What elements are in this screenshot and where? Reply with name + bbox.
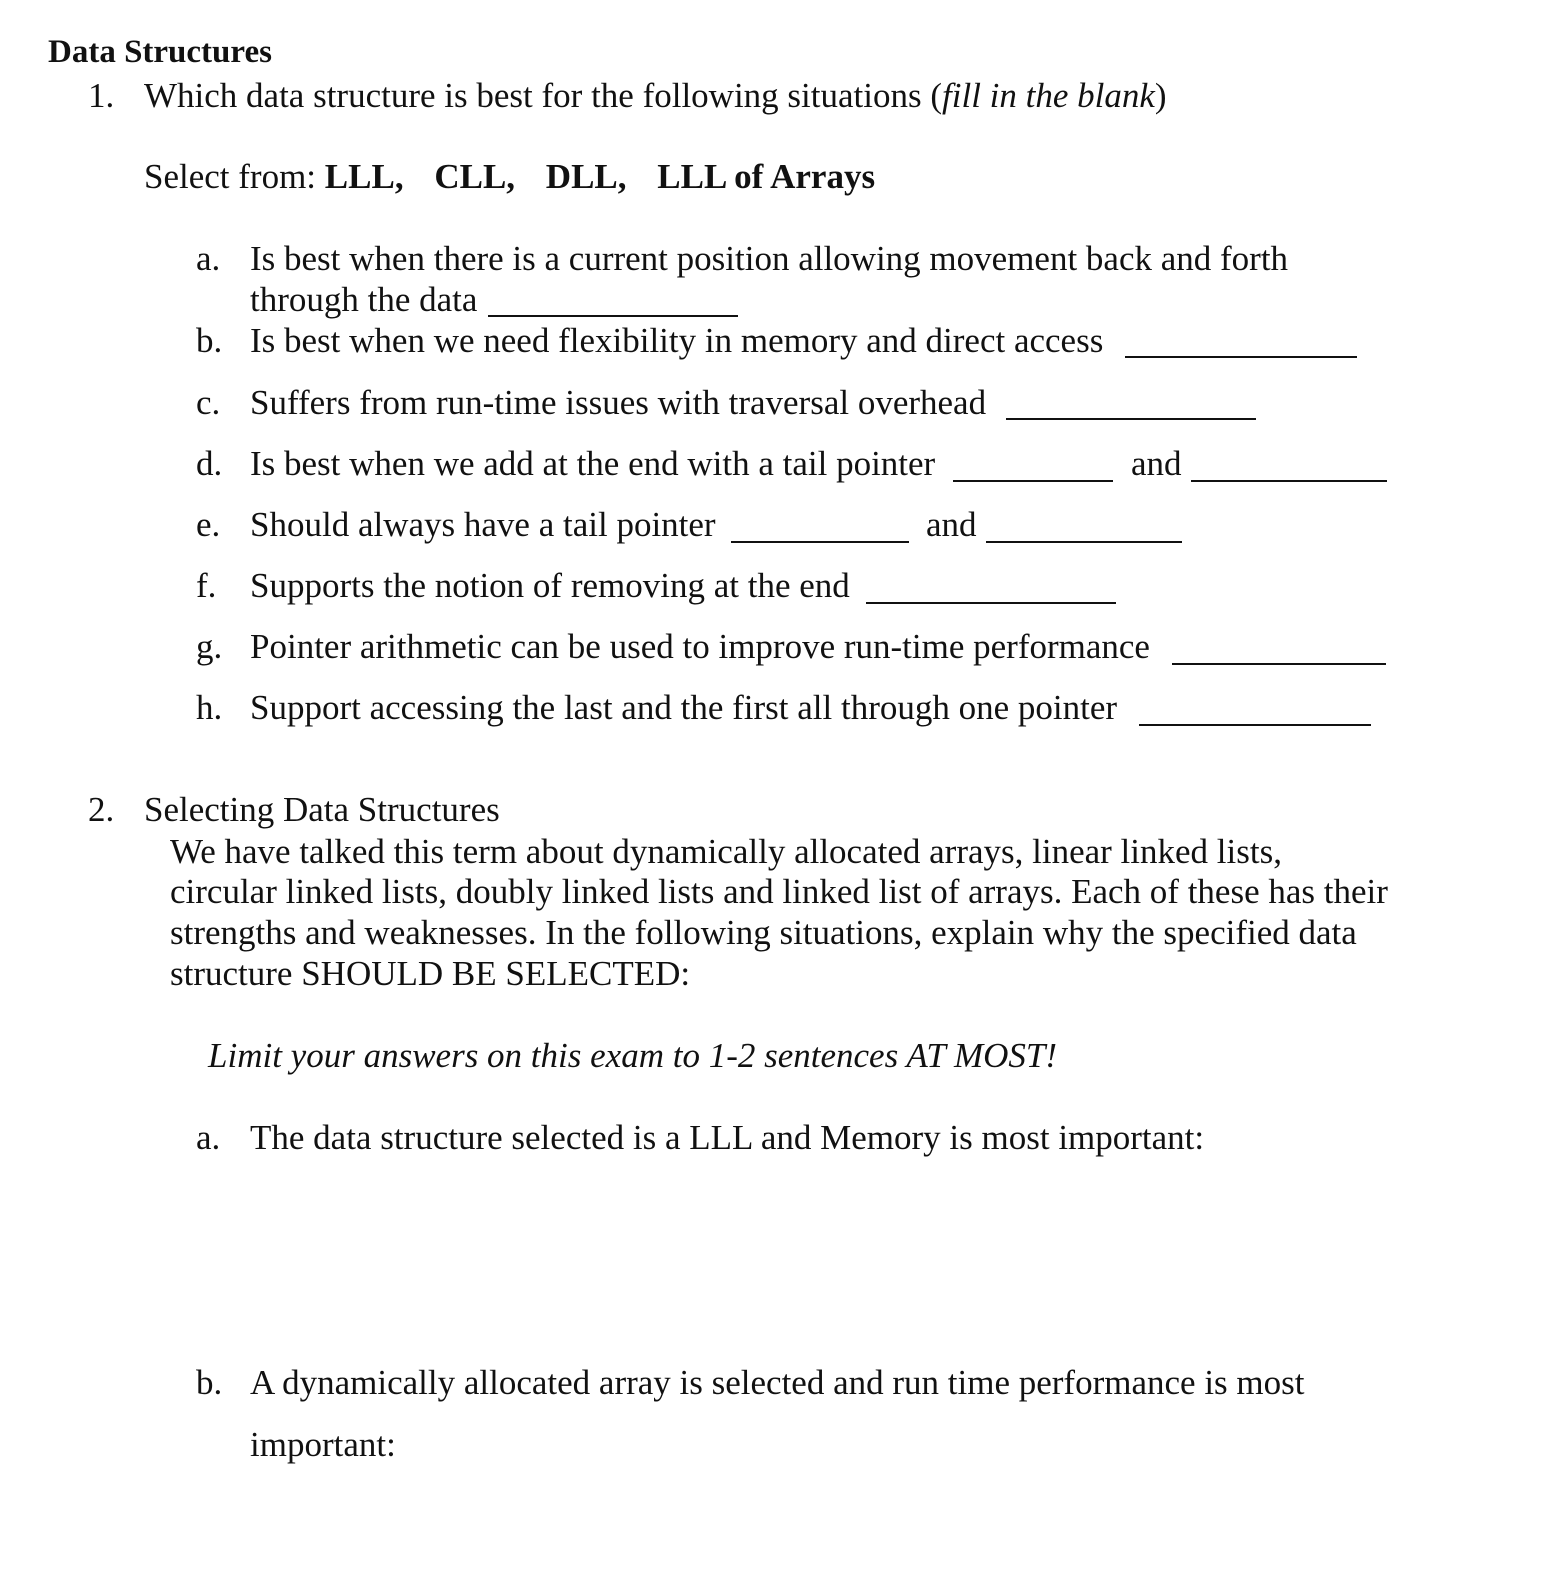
q1-item-a-answer-blank[interactable] (488, 315, 738, 317)
q1-item-c-letter: c. (196, 383, 221, 422)
q1-item-a-letter: a. (196, 239, 221, 278)
question-2-paragraph-line3: strengths and weaknesses. In the following situations, explain why the specified data (170, 913, 1357, 952)
q1-item-c-answer-blank[interactable] (1006, 418, 1256, 420)
question-1-prompt: Which data structure is best for the following situations (fill in the blank) (144, 76, 1167, 115)
q1-item-f-answer-blank[interactable] (866, 602, 1116, 604)
q1-item-b-text: Is best when we need flexibility in memory and direct access (250, 321, 1104, 360)
q1-item-d-letter: d. (196, 444, 223, 483)
question-1-number: 1. (88, 76, 115, 115)
q1-item-d-answer-blank-1[interactable] (953, 480, 1113, 482)
page-title: Data Structures (48, 34, 272, 70)
q1-item-d-answer-blank-2[interactable] (1191, 480, 1387, 482)
question-2-number: 2. (88, 790, 115, 829)
q1-item-b-answer-blank[interactable] (1125, 356, 1357, 358)
q1-item-e-letter: e. (196, 505, 221, 544)
q1-item-h-answer-blank[interactable] (1139, 724, 1371, 726)
q1-item-e-and: and (926, 505, 977, 544)
option-lll: LLL, (324, 157, 404, 196)
q1-item-g-answer-blank[interactable] (1172, 663, 1386, 665)
q2-item-a-letter: a. (196, 1118, 221, 1157)
q1-item-f-letter: f. (196, 566, 217, 605)
question-2-paragraph-line1: We have talked this term about dynamically allocated arrays, linear linked lists, (170, 832, 1282, 871)
q2-item-b-text-line2: important: (250, 1425, 396, 1464)
option-cll: CLL, (434, 157, 516, 196)
q1-item-f-text: Supports the notion of removing at the end (250, 566, 850, 605)
q2-item-a-text: The data structure selected is a LLL and Memory is most important: (250, 1118, 1205, 1157)
answer-limit-note: Limit your answers on this exam to 1-2 sentences AT MOST! (208, 1036, 1058, 1075)
q1-item-e-answer-blank-2[interactable] (986, 541, 1182, 543)
q1-item-h-text: Support accessing the last and the first all through one pointer (250, 688, 1118, 727)
select-from-label: Select from: (144, 157, 317, 196)
q1-item-e-answer-blank-1[interactable] (731, 541, 909, 543)
q1-item-e-text: Should always have a tail pointer (250, 505, 716, 544)
q1-item-g-text: Pointer arithmetic can be used to improve run-time performance (250, 627, 1150, 666)
q1-item-a-text-line2: through the data (250, 280, 478, 319)
q1-item-d-text: Is best when we add at the end with a tail pointer (250, 444, 936, 483)
q1-item-g-letter: g. (196, 627, 223, 666)
q2-item-b-letter: b. (196, 1363, 223, 1402)
option-dll: DLL, (545, 157, 627, 196)
question-2-paragraph-line2: circular linked lists, doubly linked lists and linked list of arrays. Each of these has their (170, 872, 1388, 911)
select-from-line (144, 157, 875, 197)
q1-item-c-text: Suffers from run-time issues with traversal overhead (250, 383, 987, 422)
question-2-heading: Selecting Data Structures (144, 790, 500, 829)
q1-item-b-letter: b. (196, 321, 223, 360)
q1-item-d-and: and (1131, 444, 1182, 483)
question-2-paragraph-line4: structure SHOULD BE SELECTED: (170, 954, 691, 993)
q1-item-h-letter: h. (196, 688, 223, 727)
q1-item-a-text-line1: Is best when there is a current position allowing movement back and forth (250, 239, 1289, 278)
option-lll-of-arrays: LLL of Arrays (657, 157, 876, 196)
q2-item-b-text-line1: A dynamically allocated array is selected and run time performance is most (250, 1363, 1305, 1402)
